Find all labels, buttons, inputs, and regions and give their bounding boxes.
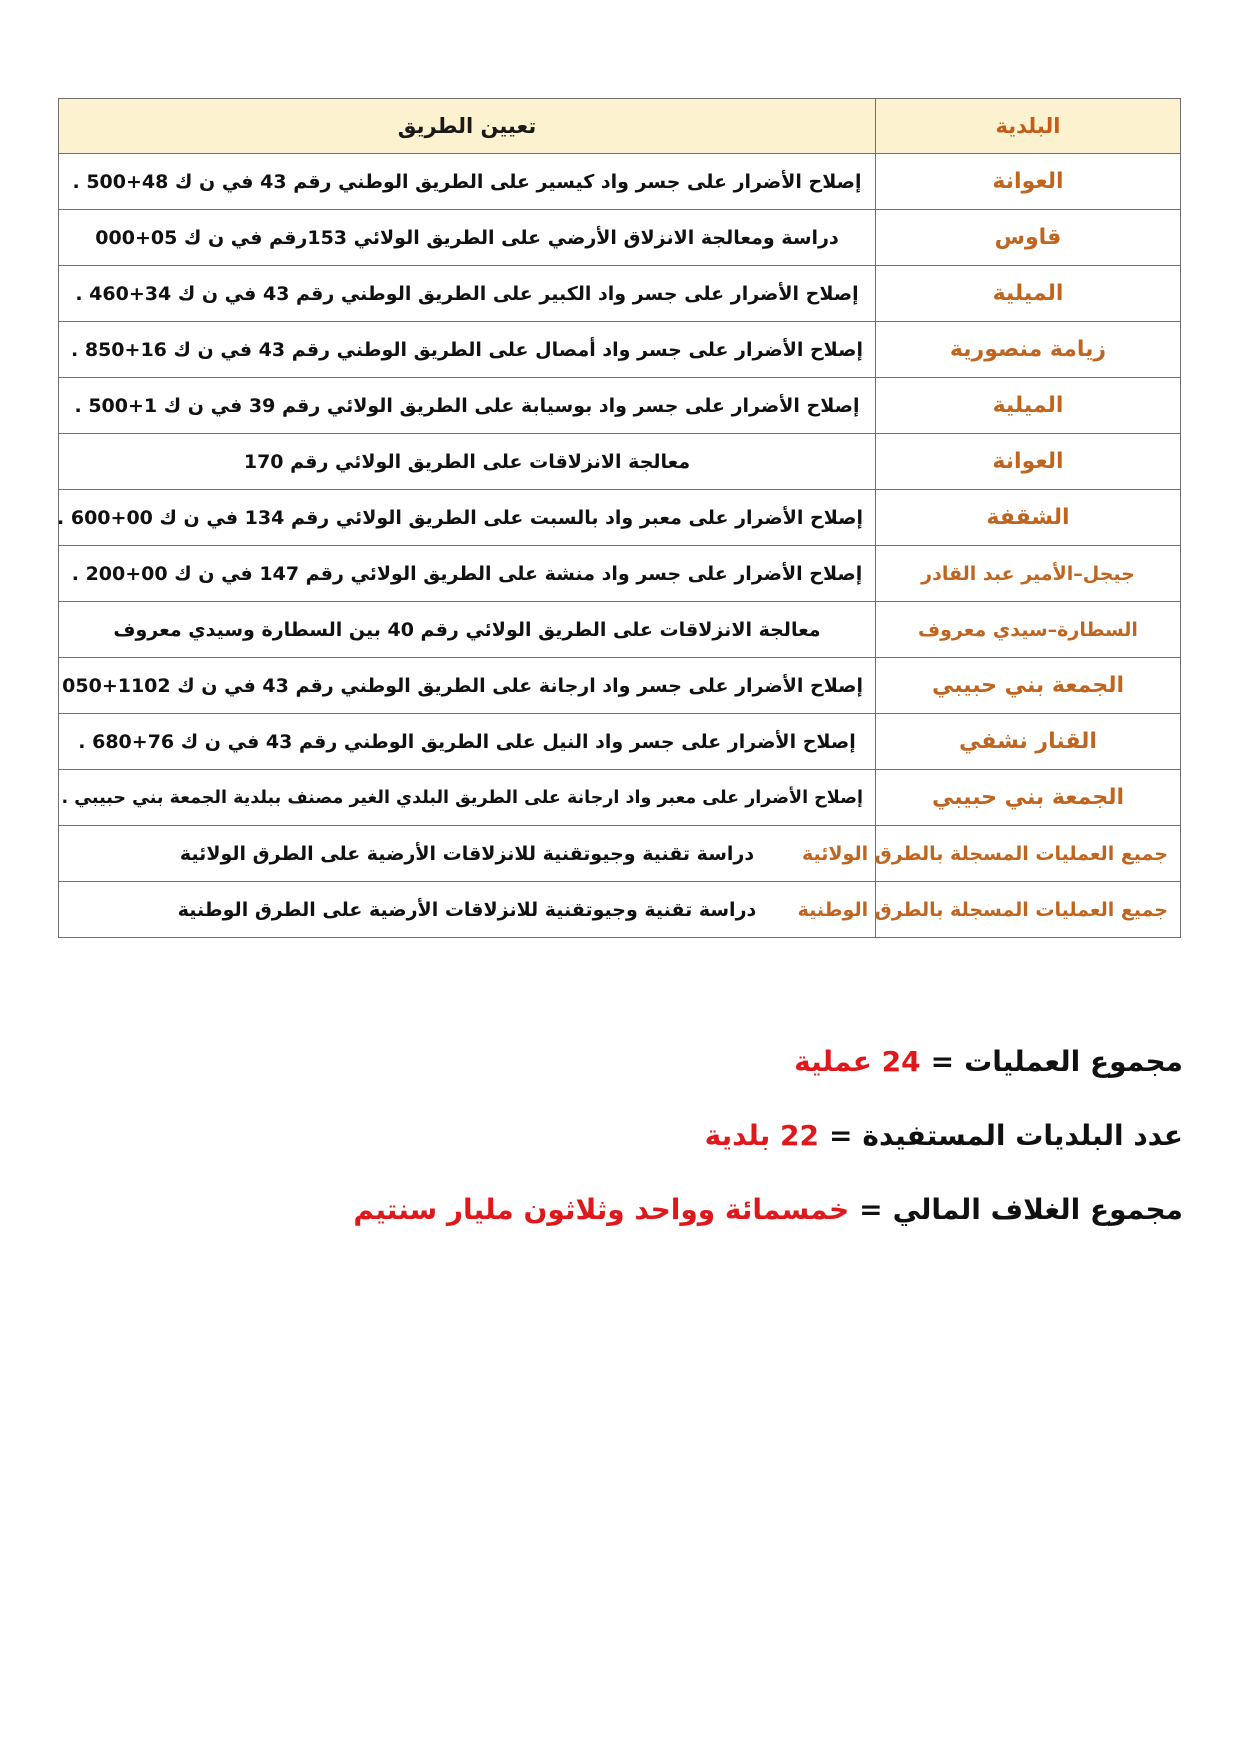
row-road: إصلاح الأضرار على جسر واد النيل على الطريق الوطني رقم 43 في ن ك 76+680 . — [59, 714, 876, 770]
row-municipality: الميلية — [876, 378, 1181, 434]
summary-operations — [183, 1040, 1183, 1084]
row-road: إصلاح الأضرار على جسر واد بوسيابة على الطريق الولائي رقم 39 في ن ك 1+500 . — [59, 378, 876, 434]
row-municipality: جميع العمليات المسجلة بالطرق الولائية — [876, 826, 1181, 882]
row-road: إصلاح الأضرار على معبر واد بالسبت على الطريق الولائي رقم 134 في ن ك 00+600 . — [59, 490, 876, 546]
table-row — [59, 266, 1181, 322]
summary-section — [183, 1040, 1183, 1262]
table-row — [59, 434, 1181, 490]
row-road: إصلاح الأضرار على معبر واد ارجانة على الطريق البلدي الغير مصنف ببلدية الجمعة بني حبيبي . — [59, 770, 876, 826]
row-municipality: الجمعة بني حبيبي — [876, 658, 1181, 714]
table-header-row — [59, 99, 1181, 154]
row-municipality: القنار نشفي — [876, 714, 1181, 770]
table-row — [59, 378, 1181, 434]
header-municipality: البلدية — [876, 99, 1181, 154]
row-road: دراسة تقنية وجيوتقنية للانزلاقات الأرضية على الطرق الولائية — [59, 826, 876, 882]
table-row — [59, 882, 1181, 938]
row-road: دراسة تقنية وجيوتقنية للانزلاقات الأرضية على الطرق الوطنية — [59, 882, 876, 938]
row-municipality: قاوس — [876, 210, 1181, 266]
row-road: إصلاح الأضرار على جسر واد الكبير على الطريق الوطني رقم 43 في ن ك 34+460 . — [59, 266, 876, 322]
row-municipality: زيامة منصورية — [876, 322, 1181, 378]
row-road: إصلاح الأضرار على جسر واد كيسير على الطريق الوطني رقم 43 في ن ك 48+500 . — [59, 154, 876, 210]
row-municipality: جيجل–الأمير عبد القادر — [876, 546, 1181, 602]
table-row — [59, 826, 1181, 882]
summary-municipalities — [183, 1114, 1183, 1158]
summary-operations-label: مجموع العمليات — [964, 1045, 1183, 1078]
row-municipality: الجمعة بني حبيبي — [876, 770, 1181, 826]
row-road: معالجة الانزلاقات على الطريق الولائي رقم 170 — [59, 434, 876, 490]
table-row — [59, 770, 1181, 826]
summary-municipalities-label: عدد البلديات المستفيدة — [862, 1119, 1183, 1152]
summary-municipalities-value: 22 بلدية — [704, 1119, 819, 1152]
table-row — [59, 490, 1181, 546]
table-row — [59, 322, 1181, 378]
row-municipality: جميع العمليات المسجلة بالطرق الوطنية — [876, 882, 1181, 938]
row-road: إصلاح الأضرار على جسر واد ارجانة على الطريق الوطني رقم 43 في ن ك 1102+050 — [59, 658, 876, 714]
summary-financial-value: خمسمائة وواحد وثلاثون مليار سنتيم — [353, 1193, 850, 1226]
summary-operations-value: 24 عملية — [794, 1045, 921, 1078]
table-row — [59, 602, 1181, 658]
row-municipality: السطارة–سيدي معروف — [876, 602, 1181, 658]
summary-financial — [183, 1188, 1183, 1232]
table-row — [59, 714, 1181, 770]
row-municipality: الميلية — [876, 266, 1181, 322]
table-row — [59, 210, 1181, 266]
row-road: إصلاح الأضرار على جسر واد منشة على الطريق الولائي رقم 147 في ن ك 00+200 . — [59, 546, 876, 602]
operations-table — [58, 98, 1181, 938]
row-municipality: العوانة — [876, 154, 1181, 210]
table-row — [59, 154, 1181, 210]
row-municipality: الشقفة — [876, 490, 1181, 546]
equals-sign: = — [859, 1193, 883, 1226]
header-road: تعيين الطريق — [59, 99, 876, 154]
summary-financial-label: مجموع الغلاف المالي — [892, 1193, 1183, 1226]
table-row — [59, 546, 1181, 602]
row-municipality: العوانة — [876, 434, 1181, 490]
row-road: دراسة ومعالجة الانزلاق الأرضي على الطريق الولائي 153رقم في ن ك 05+000 — [59, 210, 876, 266]
table-row — [59, 658, 1181, 714]
row-road: معالجة الانزلاقات على الطريق الولائي رقم 40 بين السطارة وسيدي معروف — [59, 602, 876, 658]
equals-sign: = — [930, 1045, 955, 1078]
equals-sign: = — [828, 1119, 853, 1152]
row-road: إصلاح الأضرار على جسر واد أمصال على الطريق الوطني رقم 43 في ن ك 16+850 . — [59, 322, 876, 378]
